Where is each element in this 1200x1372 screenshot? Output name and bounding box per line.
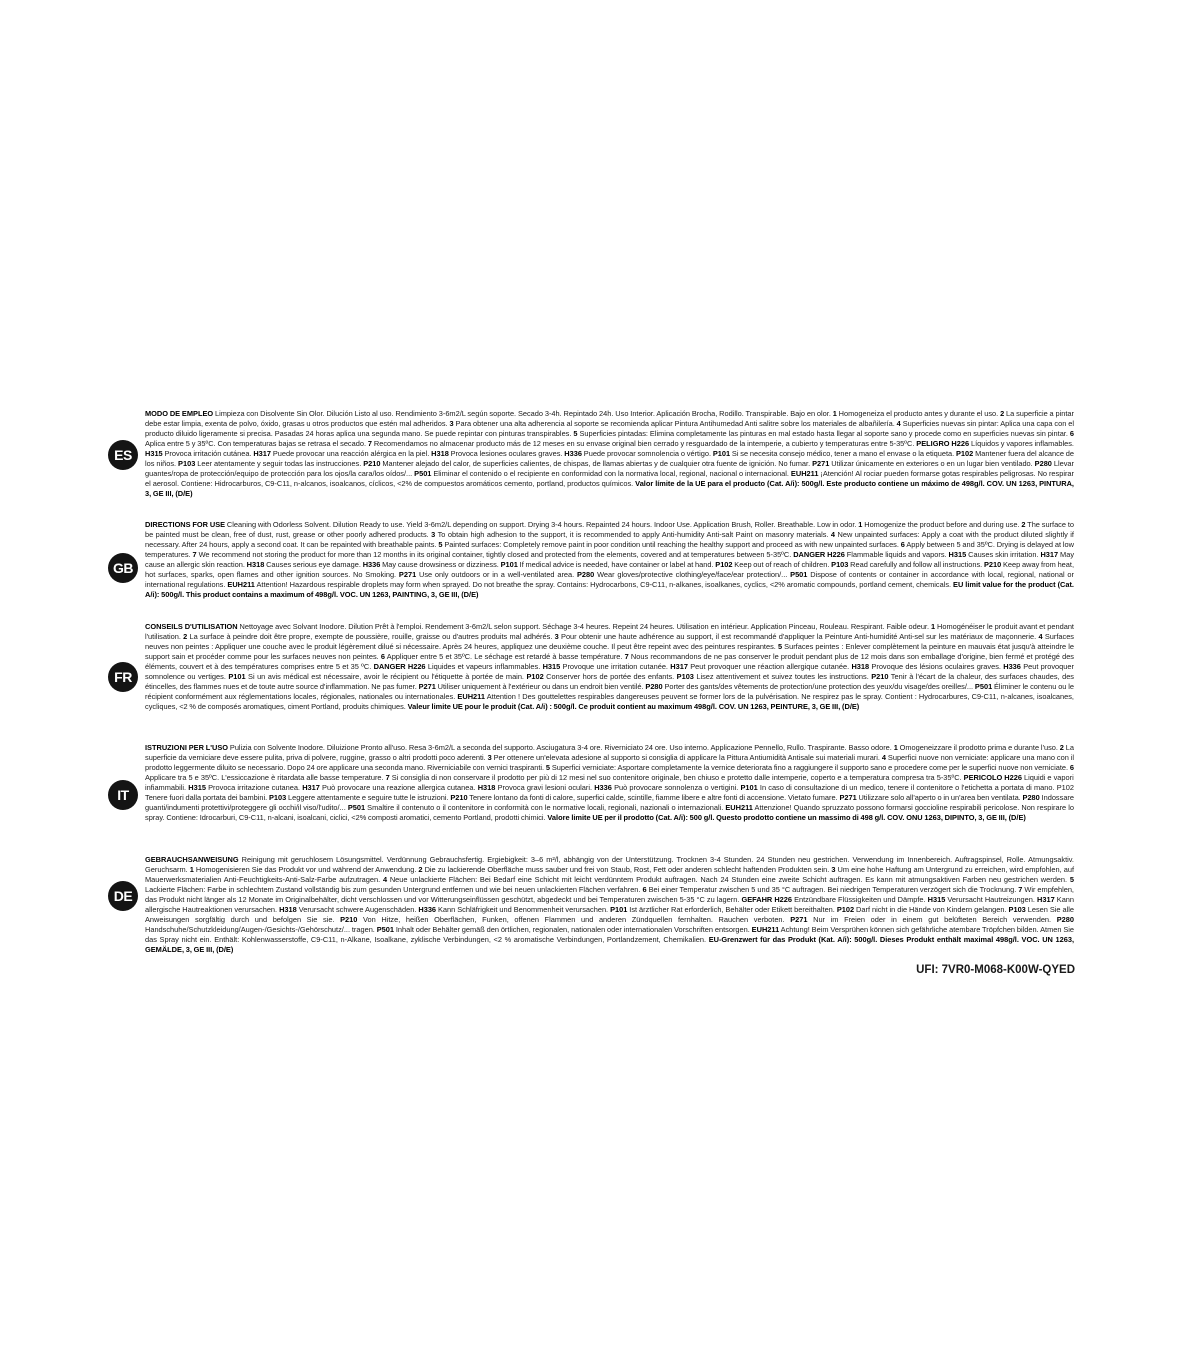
text-segment: Homogenize the product before and during use.	[862, 520, 1022, 529]
text-segment: Superfici nuove non verniciate: applicare una mano con il prodotto leggermente diluito se necessario. Dopo 24 ore applicare una seconda mano. Riverniciabile con vernici traspiranti.	[145, 753, 1075, 772]
text-segment: Homogénéiser le produit avant et pendant l'utilisation.	[145, 622, 1074, 641]
text-segment: Tenir à l'écart de la chaleur, des surfaces chaudes, des étincelles, des flammes nues et de toute autre source d'inflammation. Ne pas fumer.	[145, 672, 1074, 691]
text-segment: Pulizia con Solvente Inodore. Diluizione Pronto all'uso. Resa 3-6m2/L a seconda del supporto. Asciugatura 3-4 ore. Riverniciato 24 ore. Uso interno. Applicazione Pennello, Rullo. Traspirante. Basso odore.	[228, 743, 894, 752]
section-it	[108, 743, 1074, 849]
bold-segment: 6	[642, 885, 647, 894]
bold-segment: P280	[1056, 915, 1074, 924]
text-segment: Può provocare sonnolenza o vertigini.	[611, 783, 741, 792]
bold-segment: PERICOLO H226	[963, 773, 1022, 782]
bold-segment: P101	[500, 560, 518, 569]
bold-segment: EUH211	[751, 925, 780, 934]
bold-segment: P210	[450, 793, 468, 802]
bold-segment: 5	[1069, 875, 1074, 884]
bold-segment: 3	[487, 753, 492, 762]
text-segment: Appliquer entre 5 et 35ºC. Le séchage est retardé à basse température.	[385, 652, 625, 661]
bold-segment: EUH211	[457, 692, 485, 701]
text-segment: Peut provoquer somnolence ou vertiges.	[145, 662, 1074, 681]
text-segment: Indossare guanti/indumenti protettivi/proteggere gli occhi/il viso/l'udito/...	[145, 793, 1075, 812]
bold-segment: P271	[790, 915, 808, 924]
text-segment: Provoque des lésions oculaires graves.	[869, 662, 1004, 671]
bold-segment: P101	[740, 783, 758, 792]
text-segment: Nous recommandons de ne pas conserver le produit pendant plus de 12 mois dans son emballage d'origine, bien fermé et protégé des éléments, couvert et à des températures comprises entre 5 et 35 ºC.	[145, 652, 1074, 671]
text-segment: Llevar guantes/ropa de protección/equipo de protección para los ojos/la cara/los oídos/...	[145, 459, 1074, 478]
text-segment: Porter des gants/des vêtements de protection/une protection des yeux/du visage/des oreilles/...	[662, 682, 975, 691]
text-segment: Verursacht Hautreizungen.	[945, 895, 1038, 904]
bold-segment: H318	[279, 905, 297, 914]
bold-segment: P501	[414, 469, 432, 478]
text-segment: Omogeneizzare il prodotto prima e durante l'uso.	[897, 743, 1060, 752]
bold-segment: H336	[362, 560, 381, 569]
bold-segment: 4	[830, 530, 836, 539]
text-segment: Superfici verniciate: Asportare completamente la vernice deteriorata fino a raggiungere il supporto sano e procedere come per le superfici nuove non verniciate.	[550, 763, 1070, 772]
bold-segment: 1	[930, 622, 936, 631]
instructions-text-gb	[145, 520, 1074, 600]
text-segment: Lisez attentivement et suivez toutes les instructions.	[693, 672, 872, 681]
text-segment: ¡Atención! Al rociar pueden formarse gotas respirables peligrosas. No respirar el aerosol. Contiene: Hidrocarburos, C9-C11, n-alcanos, isoalcanos, cíclicos, <2% de compuestos aromáticos cemento, portland, productos químicos.	[145, 469, 1074, 488]
text-segment: Si un avis médical est nécessaire, avoir le récipient ou l'étiquette à portée de main.	[245, 672, 527, 681]
bold-segment: Valore limite UE per il prodotto (Cat. A/i): 500 g/l. Questo prodotto contiene un massimo di 498 g/l. COV. ONU 1263, DIPINTO, 3, GE III, (D/E)	[547, 813, 1026, 822]
bold-segment: 2	[1059, 743, 1064, 752]
text-segment: Ist ärztlicher Rat erforderlich, Behälter oder Etikett bereithalten.	[627, 905, 837, 914]
text-segment: Utilizzare solo all'aperto o in un'area ben ventilata.	[856, 793, 1023, 802]
bold-segment: DANGER H226	[793, 550, 845, 559]
bold-segment: 7	[367, 439, 373, 448]
bold-segment: 7	[192, 550, 197, 559]
bold-segment: 6	[900, 540, 905, 549]
text-segment: Applicare tra 5 e 35ºC. L'essiccazione è ritardata alle basse temperature.	[145, 773, 386, 782]
text-segment: Bei einer Temperatur zwischen 5 und 35 °C auftragen. Bei niedrigen Temperaturen verzögert sich die Trocknung.	[646, 885, 1019, 894]
text-segment: Mantener fuera del alcance de los niños.	[145, 449, 1074, 468]
section-de	[108, 855, 1074, 961]
text-segment: Si se necesita consejo médico, tener a mano el envase o la etiqueta.	[730, 449, 956, 458]
bold-segment: P103	[178, 459, 196, 468]
bold-segment: 2	[418, 865, 423, 874]
bold-segment: 7	[385, 773, 390, 782]
bold-segment: PELIGRO H226	[916, 439, 970, 448]
bold-segment: 6	[380, 652, 385, 661]
bold-segment: P101	[712, 449, 731, 458]
text-segment: Liquides et vapeurs inflammables.	[425, 662, 543, 671]
bold-segment: P102	[715, 560, 733, 569]
text-segment: Wir empfehlen, das Produkt nicht länger als 12 Monate im Originalbehälter, dicht verschlossen und vor Witterungseinflüssen geschützt, abgedeckt und bei Temperaturen zwischen 5-35 °C zu lagern.	[145, 885, 1074, 904]
text-segment: Darf nicht in die Hände von Kindern gelangen.	[854, 905, 1009, 914]
text-segment: Pour obtenir une haute adhérence au support, il est recommandé d'appliquer la Peinture Anti-humidité Anti-sel sur les matériaux de maçonnerie.	[558, 632, 1039, 641]
bold-segment: 1	[858, 520, 863, 529]
instructions-text-es	[145, 409, 1074, 499]
bold-segment: P103	[1008, 905, 1026, 914]
bold-segment: P501	[347, 803, 366, 812]
text-segment: If medical advice is needed, have container or label at hand.	[517, 560, 716, 569]
bold-segment: 2	[183, 632, 188, 641]
bold-segment: ISTRUZIONI PER L'USO	[145, 743, 229, 752]
bold-segment: 1	[189, 865, 194, 874]
bold-segment: 5	[573, 429, 578, 438]
text-segment: Painted surfaces: Completely remove paint in poor condition until reaching the healthy support and proceed as with new unpainted surfaces.	[442, 540, 901, 549]
text-segment: Provoca irritación cutánea.	[162, 449, 254, 458]
text-segment: Keep away from heat, hot surfaces, sparks, open flames and other ignition sources. No Smoking.	[145, 560, 1075, 579]
bold-segment: 6	[1069, 429, 1074, 438]
text-segment: Superficies pintadas: Elimina completamente las pinturas en mal estado hasta llegar al soporte sano y procede como en superficies nuevas sin pintar.	[577, 429, 1070, 438]
text-segment: Leer atentamente y seguir todas las instrucciones.	[195, 459, 364, 468]
bold-segment: 1	[832, 409, 837, 418]
bold-segment: H336	[418, 905, 437, 914]
bold-segment: P280	[577, 570, 595, 579]
text-segment: Achtung! Beim Versprühen können sich gefährliche atembare Tröpfchen bilden. Atmen Sie das Spray nicht ein. Enthält: Kohlenwasserstoffe, C9-C11, n-Alkane, Isoalkane, zyklische Verbindungen, <2 % aromatische Verbindungen, Portlandzement, Chemikalien.	[145, 925, 1074, 944]
bold-segment: P210	[363, 459, 381, 468]
text-segment: Utilizar únicamente en exteriores o en un lugar bien ventilado.	[829, 459, 1035, 468]
text-segment: Éliminer le contenu ou le récipient conformément aux réglementations locales, régionales, nationales ou internationales.	[145, 682, 1074, 701]
text-segment: Keep out of reach of children.	[732, 560, 832, 569]
text-segment: Conserver hors de portée des enfants.	[543, 672, 677, 681]
text-segment: Smaltire il contenuto o il contenitore in conformità con le normative locali, regionali, nazionali o internazionali.	[365, 803, 726, 812]
bold-segment: 7	[624, 652, 629, 661]
text-segment: Wear gloves/protective clothing/eye/face/ear protection/...	[594, 570, 791, 579]
text-segment: Neue unlackierte Flächen: Bei Bedarf eine Schicht mit leicht verdünntem Produkt auftragen. Nach 24 Stunden eine zweite Schicht auftragen. Es kann mit atmungsaktiven Farben neu gestrichen werden.	[387, 875, 1070, 884]
text-segment: Handschuhe/Schutzkleidung/Augen-/Gesichts-/Gehörschutz/... tragen.	[145, 925, 377, 934]
text-segment: Líquidos y vapores inflamables.	[969, 439, 1074, 448]
bold-segment: 6	[1069, 763, 1075, 772]
bold-segment: 5	[777, 642, 783, 651]
text-segment: Kann allergische Hautreaktionen verursachen.	[145, 895, 1075, 914]
bold-segment: P271	[839, 793, 857, 802]
bold-segment: H317	[1040, 550, 1059, 559]
text-segment: Causes serious eye damage.	[264, 560, 363, 569]
bold-segment: P102	[526, 672, 544, 681]
section-fr	[108, 622, 1074, 736]
text-segment: Provoque une irritation cutanée.	[560, 662, 671, 671]
language-badge-it: IT	[108, 780, 138, 810]
text-segment: Dispose of contents or container in accordance with local, regional, national or international regulations.	[145, 570, 1074, 589]
text-segment: Mantener alejado del calor, de superficies calientes, de chispas, de llamas abiertas y de cualquier otra fuente de ignición. No fumar.	[380, 459, 813, 468]
text-segment: Verursacht schwere Augenschäden.	[296, 905, 419, 914]
text-segment: La surface à peindre doit être propre, exempte de poussière, rouille, graisse ou d'autres produits mal adhérés.	[187, 632, 555, 641]
bold-segment: P271	[418, 682, 436, 691]
bold-segment: Valor límite de la UE para el producto (Cat. A/i): 500g/l. Este producto contiene un máximo de 498g/l. COV. UN 1263, PINTURA, 3, GE III, (D/E)	[145, 479, 1074, 498]
instructions-text-de	[145, 855, 1074, 955]
text-segment: Provoca irritazione cutanea.	[205, 783, 303, 792]
bold-segment: P103	[676, 672, 694, 681]
bold-segment: EU limit value for the product (Cat. A/i): 500g/l. This product contains a maximum of 498g/l. VOC. UN 1263, PAINTING, 3, GE III, (D/E)	[145, 580, 1074, 599]
text-segment: Causes skin irritation.	[966, 550, 1041, 559]
text-segment: Attention! Hazardous respirable droplets may form when sprayed. Do not breathe the spray. Contains: Hydrocarbons, C9-C11, n-alkanes, isoalkanes, cyclics, <2% aromatic compounds, portland cement, chemicals.	[254, 580, 954, 589]
bold-segment: H315	[145, 449, 163, 458]
text-segment: Nur im Freien oder in einem gut belüfteten Bereich verwenden.	[807, 915, 1057, 924]
bold-segment: H336	[564, 449, 582, 458]
bold-segment: CONSEILS D'UTILISATION	[145, 622, 238, 631]
bold-segment: P271	[812, 459, 830, 468]
language-badge-de: DE	[108, 881, 138, 911]
bold-segment: P501	[376, 925, 394, 934]
bold-segment: P103	[831, 560, 849, 569]
text-segment: Kann Schläfrigkeit und Benommenheit verursachen.	[436, 905, 611, 914]
text-segment: Para obtener una alta adherencia al soporte se recomienda aplicar Pintura Antihumedad Anti salitre sobre los materiales de albañilería.	[453, 419, 897, 428]
bold-segment: P210	[871, 672, 889, 681]
bold-segment: H318	[477, 783, 496, 792]
bold-segment: H317	[302, 783, 320, 792]
section-gb	[108, 520, 1074, 616]
text-segment: Liquidi e vapori infiammabili.	[145, 773, 1074, 792]
text-segment: La superficie da verniciare deve essere pulita, priva di polvere, ruggine, grasso o altri prodotti poco aderenti.	[145, 743, 1074, 762]
text-segment: Read carefully and follow all instructions.	[848, 560, 984, 569]
text-segment: The surface to be painted must be clean, free of dust, rust, grease or other poorly adhered products.	[145, 520, 1074, 539]
bold-segment: H315	[542, 662, 561, 671]
text-segment: Utiliser uniquement à l'extérieur ou dans un endroit bien ventilé.	[435, 682, 646, 691]
instructions-text-it	[145, 743, 1074, 823]
bold-segment: GEFAHR H226	[741, 895, 792, 904]
text-segment: New unpainted surfaces: Apply a coat with the product diluted slightly if necessary. After 24 hours, apply a second coat. It can be repainted with breathable paints.	[145, 530, 1074, 549]
text-segment: Puede provocar somnolencia o vértigo.	[581, 449, 713, 458]
bold-segment: H336	[594, 783, 612, 792]
text-segment: Reinigung mit geruchlosem Lösungsmittel. Verdünnung Gebrauchsfertig. Ergiebigkeit: 3–6 m²/l, abhängig von der Unterstützung. Trocknen 3-4 Stunden. 24 Stunden neu gestrichen. Verwendung im Innenbereich. Auftragspinsel, Rolle. Atmungsaktiv. Geruchsarm.	[145, 855, 1074, 874]
text-segment: Recomendamos no almacenar producto más de 12 meses en su envase original bien cerrado y resguardado de la intemperie, a cubierto y temperaturas entre 5-35ºC.	[372, 439, 917, 448]
bold-segment: 3	[831, 865, 836, 874]
text-segment: Homogeneiza el producto antes y durante el uso.	[836, 409, 1001, 418]
text-segment: We recommend not storing the product for more than 12 months in its original container, tightly closed and protected from the elements, covered and at temperatures between 5-35ºC.	[196, 550, 794, 559]
text-segment: Per ottenere un'elevata adesione al supporto si consiglia di applicare la Pittura Antiumidità Antisale sui materiali murari.	[491, 753, 882, 762]
bold-segment: EUH211	[227, 580, 255, 589]
bold-segment: Valeur limite UE pour le produit (Cat. A/i) : 500g/l. Ce produit contient au maximum 498g/l. COV. UN 1263, PEINTURE, 3, GE III, (D/E)	[407, 702, 860, 711]
text-segment: La superficie a pintar debe estar limpia, exenta de polvo, óxido, grasas u otros productos que estén mal adheridos.	[145, 409, 1074, 428]
text-segment: May cause an allergic skin reaction.	[145, 550, 1075, 569]
bold-segment: P101	[228, 672, 246, 681]
text-segment: May cause drowsiness or dizziness.	[380, 560, 501, 569]
bold-segment: H336	[1003, 662, 1021, 671]
bold-segment: P271	[398, 570, 417, 579]
bold-segment: P102	[836, 905, 855, 914]
text-segment: In caso di consultazione di un medico, tenere il contenitore o l'etichetta a portata di mano. P102 Tenere fuori dalla portata dei bambini.	[145, 783, 1074, 802]
text-segment: Surfaces peintes : Enlever complètement la peinture en mauvais état jusqu'à atteindre le support sain et procéder comme pour les surfaces neuves non peintes.	[145, 642, 1074, 661]
language-badge-fr: FR	[108, 662, 138, 692]
bold-segment: 4	[1038, 632, 1043, 641]
text-segment: Puede provocar una reacción alérgica en la piel.	[271, 449, 432, 458]
bold-segment: H317	[1037, 895, 1055, 904]
bold-segment: P210	[983, 560, 1002, 569]
language-badge-es: ES	[108, 440, 138, 470]
bold-segment: DANGER H226	[373, 662, 426, 671]
bold-segment: P103	[269, 793, 287, 802]
bold-segment: H315	[948, 550, 967, 559]
bold-segment: H318	[246, 560, 265, 569]
text-segment: Von Hitze, heißen Oberflächen, Funken, offenen Flammen und anderen Zündquellen fernhalten. Rauchen verboten.	[357, 915, 791, 924]
text-segment: Attention ! Des gouttelettes respirables dangereuses peuvent se former lors de la pulvérisation. Ne respirez pas le spray. Contient : Hydrocarbures, C9-C11, n-alcanes, isoalcanes, cycliques, <2 % de composés aromatiques, ciment Portland, produits chimiques.	[145, 692, 1074, 711]
bold-segment: H315	[927, 895, 946, 904]
text-segment: To obtain high adhesion to the support, it is recommended to apply Anti-humidity Anti-salt Paint on masonry materials.	[435, 530, 831, 539]
text-segment: Si consiglia di non conservare il prodotto per più di 12 mesi nel suo contenitore originale, ben chiuso e protetto dalle intemperie, coperto e a temperatura compresa tra 5-35ºC.	[389, 773, 964, 782]
bold-segment: H318	[851, 662, 870, 671]
bold-segment: P501	[790, 570, 808, 579]
text-segment: Homogenisieren Sie das Produkt vor und während der Anwendung.	[193, 865, 419, 874]
bold-segment: 2	[1021, 520, 1026, 529]
text-segment: Leggere attentamente e seguire tutte le istruzioni.	[286, 793, 451, 802]
instructions-text-fr	[145, 622, 1074, 712]
text-segment: Superficies nuevas sin pintar: Aplica una capa con el producto diluido ligeramente si precisa. Pasadas 24 horas aplica una segunda mano. Se puede repintar con pinturas transpirables.	[145, 419, 1074, 438]
text-segment: Eliminar el contenido o el recipiente en conformidad con la normativa local, regional, nacional o internacional.	[431, 469, 791, 478]
bold-segment: P280	[645, 682, 663, 691]
text-segment: Limpieza con Disolvente Sin Olor. Dilución Listo al uso. Rendimiento 3-6m2/L según soporte. Secado 3-4h. Repintado 24h. Uso Interior. Aplicación Brocha, Rodillo. Transpirable. Bajo en olor.	[213, 409, 833, 418]
bold-segment: EU-Grenzwert für das Produkt (Kat. A/i): 500g/l. Dieses Produkt enthält maximal 498g/l. VOC. UN 1263, GEMÄLDE, 3, GE III, (D/E)	[145, 935, 1074, 954]
bold-segment: P102	[956, 449, 974, 458]
text-segment: Peut provoquer une réaction allergique cutanée.	[687, 662, 852, 671]
bold-segment: H317	[253, 449, 271, 458]
bold-segment: 4	[896, 419, 901, 428]
bold-segment: 7	[1018, 885, 1023, 894]
text-segment: Apply between 5 and 35ºC. Drying is delayed at low temperatures.	[145, 540, 1074, 559]
text-segment: Tenere lontano da fonti di calore, superfici calde, scintille, fiamme libere e altre fonti di accensione. Vietato fumare.	[467, 793, 840, 802]
bold-segment: GEBRAUCHSANWEISUNG	[145, 855, 239, 864]
bold-segment: 4	[382, 875, 388, 884]
text-segment: Die zu lackierende Oberfläche muss sauber und frei von Staub, Rost, Fett oder anderen schlecht haftenden Produkten sein.	[422, 865, 832, 874]
text-segment: Provoca gravi lesioni oculari.	[495, 783, 595, 792]
bold-segment: 3	[554, 632, 559, 641]
text-segment: Attenzione! Quando spruzzato possono formarsi goccioline respirabili pericolose. Non respirare lo spray. Contiene: Idrocarburi, C9-C11, n-alcani, isoalcani, ciclici, <2% composti aromatici, cemento Portland, prodotti chimici.	[145, 803, 1074, 822]
text-segment: Nettoyage avec Solvant Inodore. Dilution Prêt à l'emploi. Rendement 3-6m2/L selon support. Séchage 3-4 heures. Repeint 24 heures. Utilisation en intérieur. Application Pinceau, Rouleau. Respirant. Faible odeur.	[237, 622, 931, 631]
text-segment: Provoca lesiones oculares graves.	[448, 449, 565, 458]
bold-segment: MODO DE EMPLEO	[145, 409, 214, 418]
text-segment: Aplica entre 5 y 35ºC. Con temperaturas bajas se retrasa el secado.	[145, 439, 368, 448]
text-segment: Lackierte Flächen: Farbe in schlechtem Zustand vollständig bis zum gesunden Untergrund entfernen und wie bei neuen unlackierten Flächen verfahren.	[145, 885, 643, 894]
bold-segment: 3	[431, 530, 436, 539]
text-segment: Flammable liquids and vapors.	[844, 550, 949, 559]
text-segment: Um eine hohe Haftung am Untergrund zu erreichen, wird empfohlen, auf Mauerwerksmaterialien Anti-Feuchtigkeits-Anti-Salz-Farbe aufzutragen.	[145, 865, 1074, 884]
text-segment: Lesen Sie alle Anweisungen sorgfältig durch und befolgen Sie sie.	[145, 905, 1074, 924]
bold-segment: H315	[188, 783, 206, 792]
language-badge-gb: GB	[108, 553, 138, 583]
text-segment: Può provocare una reazione allergica cutanea.	[319, 783, 478, 792]
bold-segment: 1	[893, 743, 898, 752]
ufi-code: UFI: 7VR0-M068-K00W-QYED	[916, 964, 1075, 976]
text-segment: Cleaning with Odorless Solvent. Dilution Ready to use. Yield 3-6m2/L depending on support. Drying 3-4 hours. Repainted 24 hours. Indoor Use. Application Brush, Roller. Breathable. Low in odor.	[225, 520, 859, 529]
bold-segment: EUH211	[725, 803, 753, 812]
text-segment: Use only outdoors or in a well-ventilated area.	[416, 570, 577, 579]
bold-segment: H318	[431, 449, 449, 458]
bold-segment: P501	[974, 682, 993, 691]
section-es	[108, 409, 1074, 513]
text-segment: Inhalt oder Behälter gemäß den örtlichen, regionalen, nationalen oder internationalen Vorschriften entsorgen.	[393, 925, 752, 934]
bold-segment: DIRECTIONS FOR USE	[145, 520, 226, 529]
bold-segment: H317	[670, 662, 688, 671]
bold-segment: 2	[1000, 409, 1005, 418]
bold-segment: EUH211	[790, 469, 819, 478]
text-segment: Entzündbare Flüssigkeiten und Dämpfe.	[792, 895, 928, 904]
text-segment: Surfaces neuves non peintes : Appliquer une couche avec le produit légèrement dilué si nécessaire. Après 24 heures, appliquez une deuxième couche. Il peut être repeint avec des peintures respirantes.	[145, 632, 1074, 651]
bold-segment: P210	[340, 915, 358, 924]
bold-segment: P280	[1034, 459, 1052, 468]
bold-segment: 5	[438, 540, 443, 549]
bold-segment: 4	[881, 753, 886, 762]
bold-segment: P280	[1022, 793, 1040, 802]
bold-segment: 5	[545, 763, 551, 772]
bold-segment: P101	[610, 905, 628, 914]
bold-segment: 3	[449, 419, 454, 428]
